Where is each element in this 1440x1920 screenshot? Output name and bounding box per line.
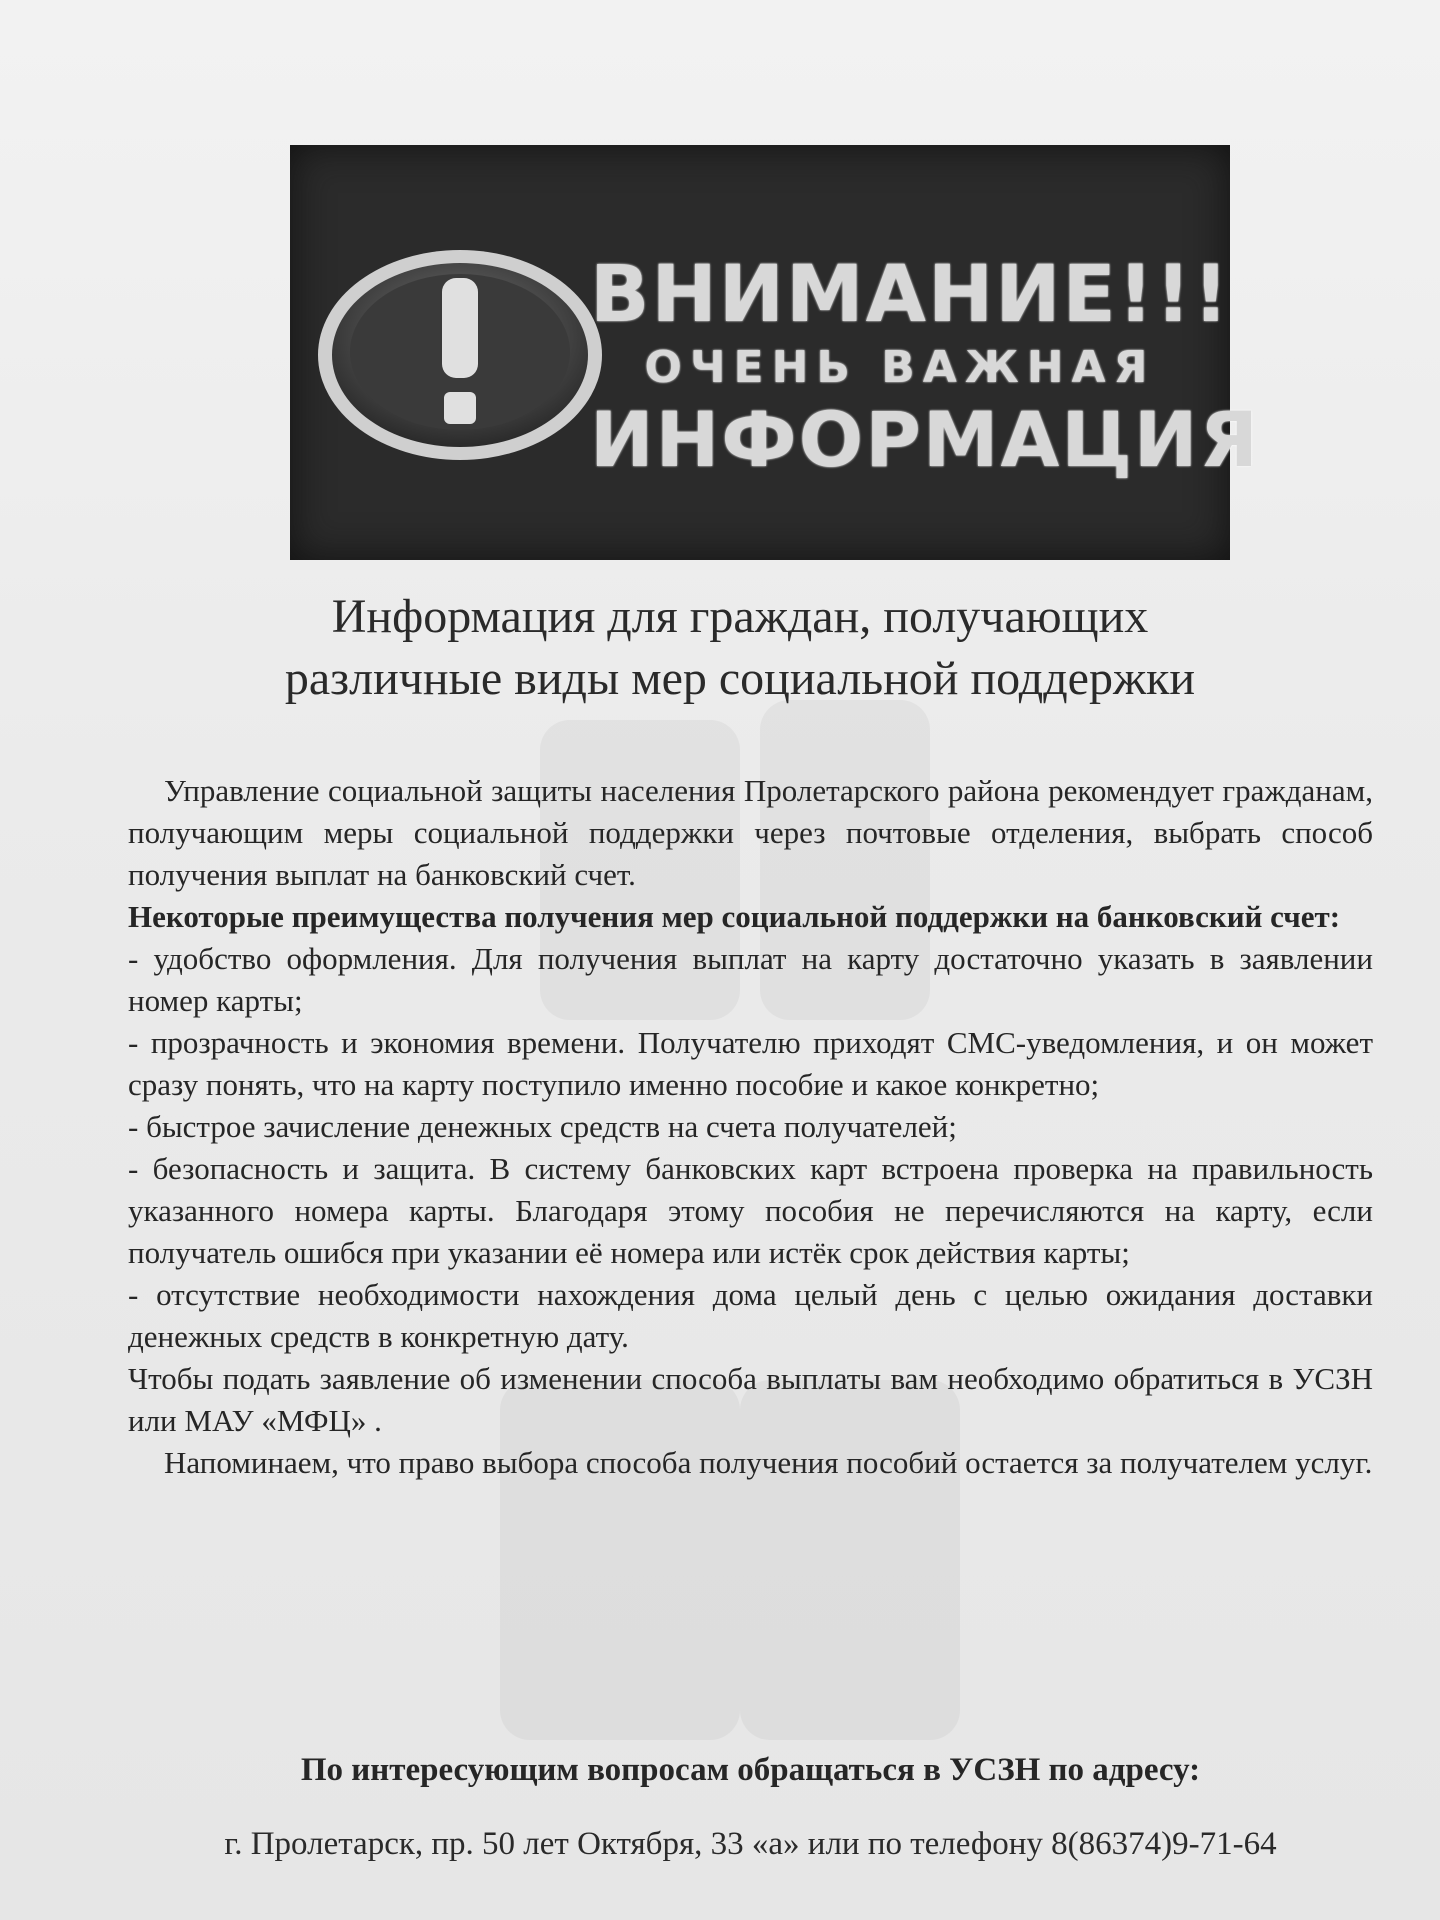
- advantage-item: - быстрое зачисление денежных средств на счета получателей;: [128, 1109, 957, 1144]
- banner-footline: ИНФОРМАЦИЯ: [590, 395, 1260, 484]
- advantage-item: - отсутствие необходимости нахождения дома целый день с целью ожидания доставки денежных средств в конкретную дату.: [128, 1277, 1373, 1354]
- reminder-paragraph: Напоминаем, что право выбора способа получения пособий остается за получателем услуг.: [164, 1445, 1373, 1480]
- document-title: [150, 586, 1330, 710]
- advantages-heading: Некоторые преимущества получения мер социальной поддержки на банковский счет:: [128, 899, 1341, 934]
- exclamation-icon: [310, 240, 610, 470]
- banner-subline: ОЧЕНЬ ВАЖНАЯ: [644, 342, 1156, 393]
- advantage-item: - безопасность и защита. В систему банковских карт встроена проверка на правильность указанного номера карты. Благодаря этому пособия не перечисляются на карту, если получатель ошибся при указании её номера или истёк срок действия карты;: [128, 1151, 1373, 1270]
- attention-banner: [290, 145, 1260, 560]
- advantage-item: - прозрачность и экономия времени. Получателю приходят СМС-уведомления, и он может сразу понять, что на карту поступило именно пособие и какое конкретно;: [128, 1025, 1373, 1102]
- application-paragraph: Чтобы подать заявление об изменении способа выплаты вам необходимо обратиться в УСЗН или МАУ «МФЦ» .: [128, 1361, 1373, 1438]
- banner-headline: ВНИМАНИЕ!!!: [590, 250, 1231, 340]
- document-body: [128, 770, 1373, 1484]
- advantage-item: - удобство оформления. Для получения выплат на карту достаточно указать в заявлении номер карты;: [128, 941, 1373, 1018]
- contact-address: г. Пролетарск, пр. 50 лет Октября, 33 «а» или по телефону 8(86374)9-71-64: [224, 1826, 1277, 1862]
- contact-heading: По интересующим вопросам обращаться в УСЗН по адресу:: [300, 1752, 1201, 1788]
- title-line-2: различные виды мер социальной поддержки: [284, 652, 1196, 705]
- intro-paragraph: Управление социальной защиты населения Пролетарского района рекомендует гражданам, получающим меры социальной поддержки через почтовые отделения, выбрать способ получения выплат на банковский счет.: [128, 773, 1373, 892]
- title-line-1: Информация для граждан, получающих: [331, 590, 1149, 643]
